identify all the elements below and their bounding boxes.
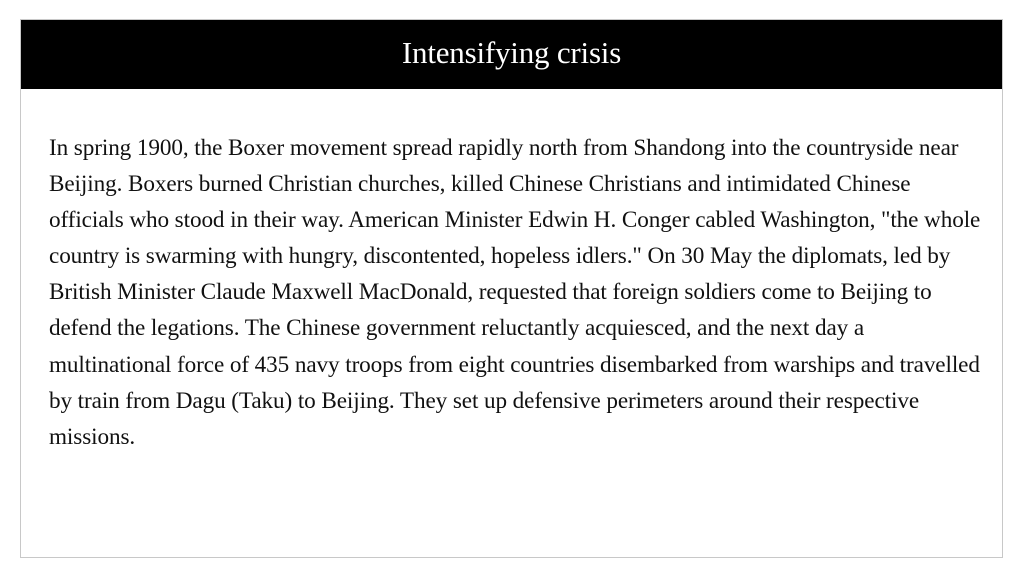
- slide-body-text: In spring 1900, the Boxer movement spread rapidly north from Shandong into the countryside near Beijing. Boxers burned Christian churches, killed Chinese Christians and intimidated Chinese officials who stood in their way. American Minister Edwin H. Conger cabled Washington, "the whole country is swarming with hungry, discontented, hopeless idlers." On 30 May the diplomats, led by British Minister Claude Maxwell MacDonald, requested that foreign soldiers come to Beijing to defend the legations. The Chinese government reluctantly acquiesced, and the next day a multinational force of 435 navy troops from eight countries disembarked from warships and travelled by train from Dagu (Taku) to Beijing. They set up defensive perimeters around their respective missions.: [49, 135, 981, 450]
- title-bar: [21, 20, 1002, 89]
- slide-title: Intensifying crisis: [401, 35, 622, 70]
- slide: [20, 19, 1003, 558]
